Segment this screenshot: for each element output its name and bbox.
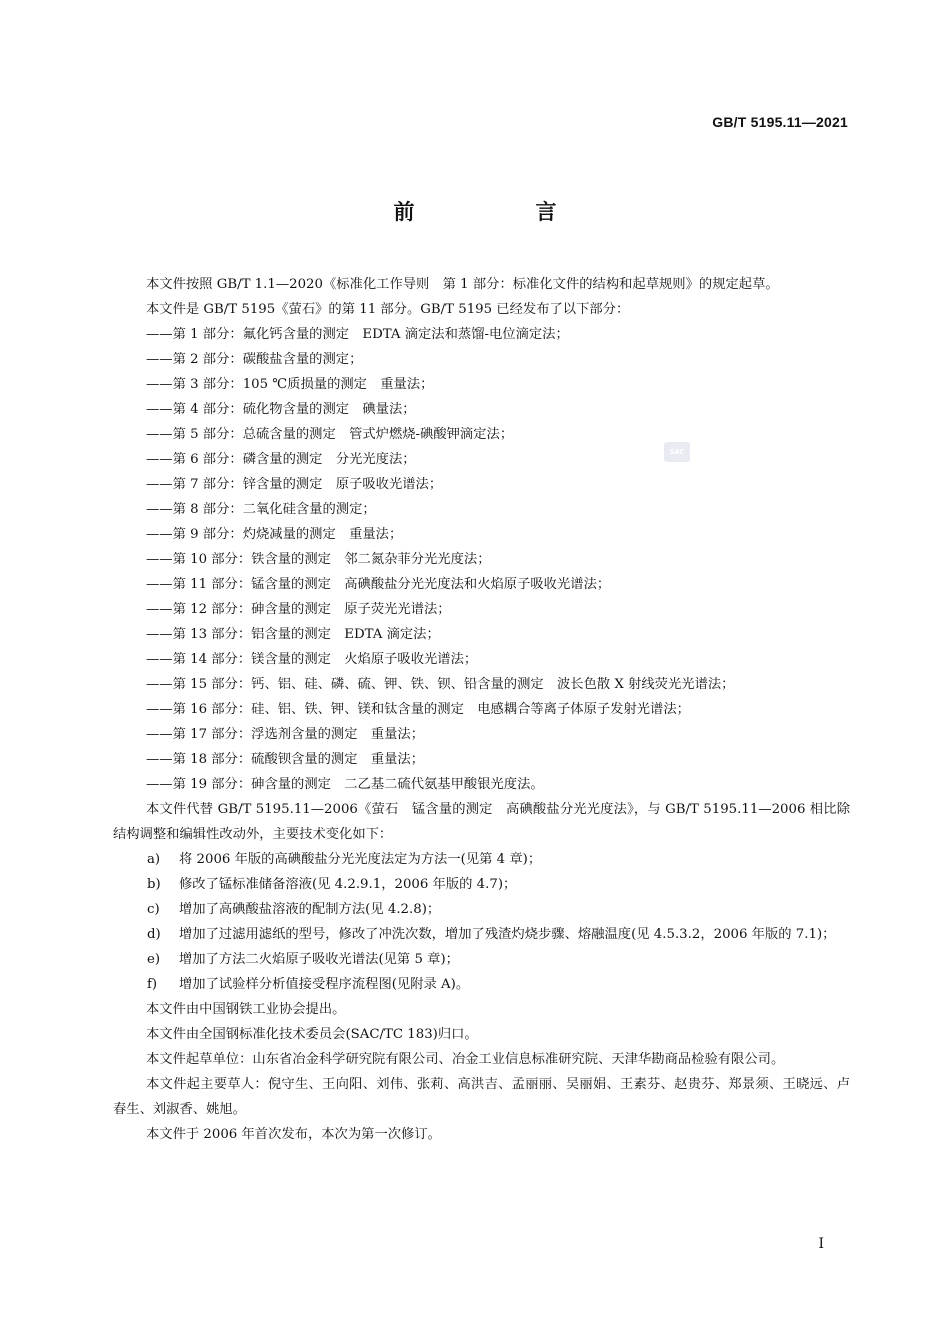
change-text: 修改了锰标准储备溶液(见 4.2.9.1，2006 年版的 4.7)；	[179, 877, 517, 892]
foreword-body	[113, 272, 850, 1147]
part-item: ——第 15 部分：钙、铝、硅、磷、硫、钾、铁、钡、铅含量的测定 波长色散 X 射线荧光光谱法；	[146, 677, 735, 692]
part-item: ——第 17 部分：浮选剂含量的测定 重量法；	[146, 727, 425, 742]
history-paragraph: 本文件于 2006 年首次发布，本次为第一次修订。	[146, 1127, 441, 1142]
change-tag: a)	[147, 852, 161, 867]
drafting-units-paragraph: 本文件起草单位：山东省冶金科学研究院有限公司、冶金工业信息标准研究院、天津华勘商品检验有限公司。	[146, 1052, 785, 1067]
part-item: ——第 1 部分：氟化钙含量的测定 EDTA 滴定法和蒸馏-电位滴定法；	[146, 327, 569, 342]
change-text: 增加了试验样分析值接受程序流程图(见附录 A)。	[179, 977, 470, 992]
drafting-rule-paragraph: 本文件按照 GB/T 1.1—2020《标准化工作导则 第 1 部分：标准化文件的结构和起草规则》的规定起草。	[146, 277, 779, 292]
part-item: ——第 19 部分：砷含量的测定 二乙基二硫代氨基甲酸银光度法。	[146, 777, 544, 792]
parts-list	[113, 322, 850, 797]
change-item	[113, 922, 850, 947]
part-item: ——第 16 部分：硅、铝、铁、钾、镁和钛含量的测定 电感耦合等离子体原子发射光谱法；	[146, 702, 690, 717]
part-item: ——第 11 部分：锰含量的测定 高碘酸盐分光光度法和火焰原子吸收光谱法；	[146, 577, 611, 592]
change-tag: f)	[147, 977, 158, 992]
series-intro-paragraph: 本文件是 GB/T 5195《萤石》的第 11 部分。GB/T 5195 已经发布了以下部分：	[146, 302, 630, 317]
change-text: 增加了过滤用滤纸的型号，修改了冲洗次数，增加了残渣灼烧步骤、熔融温度(见 4.5.3.2，2006 年版的 7.1)；	[179, 927, 836, 942]
change-tag: d)	[147, 927, 161, 942]
drafters-paragraph: 本文件起主要草人：倪守生、王向阳、刘伟、张莉、高洪吉、孟丽丽、吴丽娟、王素芬、赵贵芬、郑景须、王晓远、卢春生、刘淑香、姚旭。	[113, 1077, 850, 1117]
standard-code: GB/T 5195.11—2021	[712, 114, 848, 130]
part-item: ——第 12 部分：砷含量的测定 原子荧光光谱法；	[146, 602, 451, 617]
proposed-by-paragraph: 本文件由中国钢铁工业协会提出。	[146, 1002, 346, 1017]
change-text: 将 2006 年版的高碘酸盐分光光度法定为方法一(见第 4 章)；	[179, 852, 542, 867]
change-item	[113, 897, 850, 922]
change-item	[113, 972, 850, 997]
part-item: ——第 5 部分：总硫含量的测定 管式炉燃烧-碘酸钾滴定法；	[146, 427, 514, 442]
part-item: ——第 14 部分：镁含量的测定 火焰原子吸收光谱法；	[146, 652, 478, 667]
part-item: ——第 18 部分：硫酸钡含量的测定 重量法；	[146, 752, 425, 767]
change-tag: e)	[147, 952, 161, 967]
change-tag: b)	[147, 877, 161, 892]
change-item	[113, 947, 850, 972]
part-item: ——第 4 部分：硫化物含量的测定 碘量法；	[146, 402, 416, 417]
part-item: ——第 2 部分：碳酸盐含量的测定；	[146, 352, 363, 367]
change-text: 增加了高碘酸盐溶液的配制方法(见 4.2.8)；	[179, 902, 441, 917]
change-text: 增加了方法二火焰原子吸收光谱法(见第 5 章)；	[179, 952, 459, 967]
page-title: 前 言	[393, 200, 607, 224]
part-item: ——第 6 部分：磷含量的测定 分光光度法；	[146, 452, 416, 467]
page-number: Ⅰ	[818, 1236, 824, 1252]
under-paragraph: 本文件由全国钢标准化技术委员会(SAC/TC 183)归口。	[146, 1027, 478, 1042]
change-item	[113, 847, 850, 872]
change-item	[113, 872, 850, 897]
part-item: ——第 7 部分：锌含量的测定 原子吸收光谱法；	[146, 477, 443, 492]
change-tag: c)	[147, 902, 160, 917]
part-item: ——第 9 部分：灼烧减量的测定 重量法；	[146, 527, 403, 542]
part-item: ——第 10 部分：铁含量的测定 邻二氮杂菲分光光度法；	[146, 552, 491, 567]
part-item: ——第 3 部分：105 ℃质损量的测定 重量法；	[146, 377, 434, 392]
sac-watermark-logo: SAC	[664, 442, 690, 462]
changes-list	[113, 847, 850, 997]
replace-paragraph: 本文件代替 GB/T 5195.11—2006《萤石 锰含量的测定 高碘酸盐分光光度法》，与 GB/T 5195.11—2006 相比除结构调整和编辑性改动外，主要技术变化如下：	[113, 802, 850, 842]
part-item: ——第 8 部分：二氧化硅含量的测定；	[146, 502, 376, 517]
part-item: ——第 13 部分：铝含量的测定 EDTA 滴定法；	[146, 627, 440, 642]
